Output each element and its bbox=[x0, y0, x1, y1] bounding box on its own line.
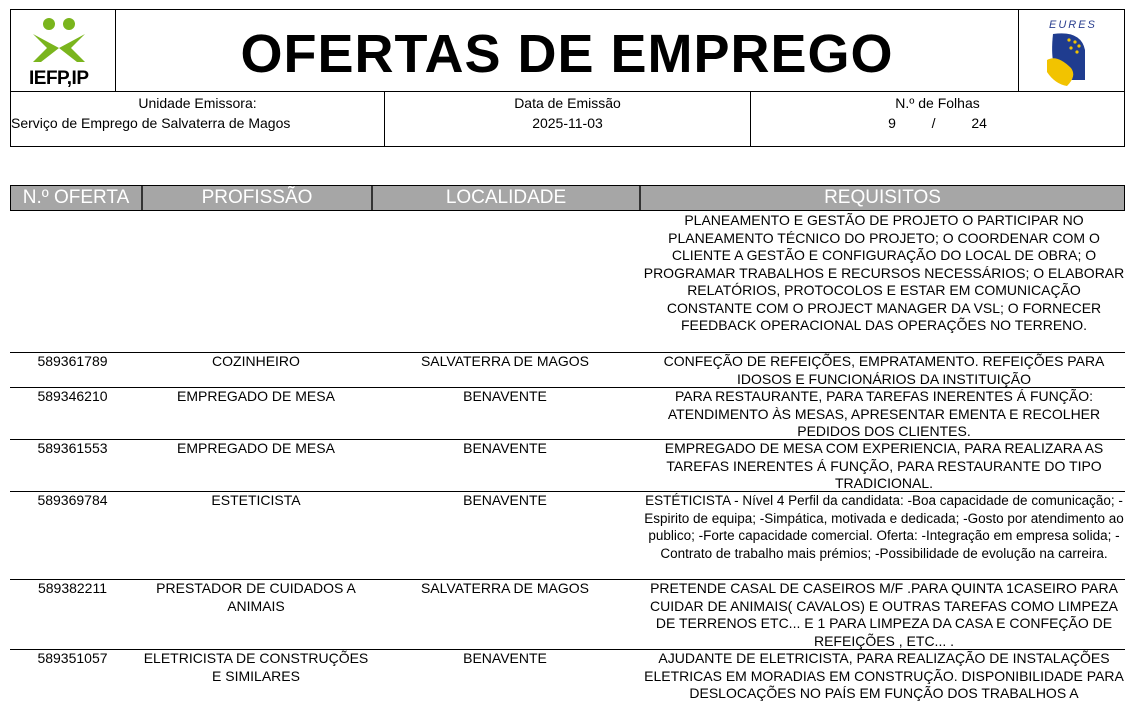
locality: BENAVENTE bbox=[463, 388, 547, 404]
iefp-logo-text: IEFP,IP bbox=[29, 68, 89, 89]
date-label: Data de Emissão bbox=[514, 95, 621, 111]
table-row bbox=[10, 352, 1125, 388]
eures-logo-text: EURES bbox=[1049, 19, 1097, 31]
locality: SALVATERRA DE MAGOS bbox=[420, 353, 590, 369]
requirements: PRETENDE CASAL DE CASEIROS M/F .PARA QUINTA 1CASEIRO PARA CUIDAR DE ANIMAIS( CAVALOS) E OUTRAS TAREFAS COMO LIMPEZA DE TERRENOS ETC... E 1 PARA LIMPEZA DA CASA E CONFEÇÃO DE REFEIÇÕES , ETC... . bbox=[649, 580, 1119, 649]
profession: ESTETICISTA bbox=[211, 492, 301, 508]
eures-logo-icon bbox=[1019, 10, 1124, 91]
header-requirements: REQUISITOS bbox=[824, 187, 941, 208]
issuer-cell bbox=[11, 92, 384, 146]
header-offer-number: N.º OFERTA bbox=[22, 187, 130, 208]
table-row bbox=[10, 211, 1125, 353]
locality: BENAVENTE bbox=[463, 492, 547, 508]
requirements: PARA RESTAURANTE, PARA TAREFAS INERENTES Á FUNÇÃO: ATENDIMENTO ÀS MESAS, APRESENTAR EMENTA E RECOLHER PEDIDOS DOS CLIENTES. bbox=[667, 388, 1101, 439]
requirements: PLANEAMENTO E GESTÃO DE PROJETO O PARTICIPAR NO PLANEAMENTO TÉCNICO DO PROJETO; O COORDENAR COM O CLIENTE A GESTÃO E CONFIGURAÇÃO DO LOCAL DE OBRA; O PROGRAMAR TRABALHOS E RECURSOS NECESSÁRIOS; O ELABORAR RELATÓRIOS, PROTOCOLOS E ESTAR EM COMUNICAÇÃO CONSTANTE COM O PROJECT MANAGER DA VSL; O FORNECER FEEDBACK OPERACIONAL DAS OPERAÇÕES NO TERRENO. bbox=[643, 212, 1125, 333]
header-profession: PROFISSÃO bbox=[201, 187, 313, 208]
title-cell bbox=[115, 9, 1019, 92]
offer-number: 589382211 bbox=[37, 580, 108, 596]
issuer-info-row bbox=[10, 91, 1125, 147]
requirements: AJUDANTE DE ELETRICISTA, PARA REALIZAÇÃO DE INSTALAÇÕES ELETRICAS EM MORADIAS EM CONSTRUÇÃO. DISPONIBILIDADE PARA DESLOCAÇÕES NO PAÍS EM FUNÇÃO DOS TRABALHOS A bbox=[644, 650, 1124, 701]
issuer-value: Serviço de Emprego de Salvaterra de Magos bbox=[11, 115, 291, 131]
requirements: EMPREGADO DE MESA COM EXPERIENCIA, PARA REALIZARA AS TAREFAS INERENTES Á FUNÇÃO, PARA RESTAURANTE DO TIPO TRADICIONAL. bbox=[664, 440, 1104, 491]
offer-number: 589346210 bbox=[37, 388, 108, 404]
locality: BENAVENTE bbox=[463, 650, 547, 666]
offer-number: 589351057 bbox=[37, 650, 108, 666]
locality: SALVATERRA DE MAGOS bbox=[420, 580, 590, 596]
profession: EMPREGADO DE MESA bbox=[177, 388, 335, 404]
table-row bbox=[10, 649, 1125, 705]
issuer-label: Unidade Emissora: bbox=[138, 95, 257, 111]
requirements: ESTÉTICISTA - Nível 4 Perfil da candidata: -Boa capacidade de comunicação; -Espirito de equipa; -Simpática, motivada e dedicada; -Gosto por atendimento ao publico; -Forte capacidade comercial. Oferta: -Integração em empresa solida; -Contrato de trabalho mais prémios; -Possibilidade de evolução na carreira. bbox=[644, 493, 1124, 561]
table-row bbox=[10, 387, 1125, 440]
profession: EMPREGADO DE MESA bbox=[177, 440, 335, 456]
header-locality: LOCALIDADE bbox=[445, 187, 567, 208]
profession: ELETRICISTA DE CONSTRUÇÕES E SIMILARES bbox=[143, 650, 369, 684]
table-row bbox=[10, 491, 1125, 580]
iefp-logo bbox=[10, 9, 116, 92]
sheets-total: 24 bbox=[971, 115, 987, 131]
page-title: OFERTAS DE EMPREGO bbox=[240, 24, 894, 84]
sheets-separator: / bbox=[931, 115, 936, 131]
table-header bbox=[10, 185, 1125, 211]
table-row bbox=[10, 579, 1125, 650]
locality: BENAVENTE bbox=[463, 440, 547, 456]
eures-logo bbox=[1018, 9, 1125, 92]
profession: PRESTADOR DE CUIDADOS A ANIMAIS bbox=[156, 580, 356, 614]
offer-number: 589361789 bbox=[37, 353, 108, 369]
offer-number: 589361553 bbox=[37, 440, 108, 456]
sheets-label: N.º de Folhas bbox=[895, 95, 980, 111]
date-cell bbox=[385, 92, 750, 146]
offer-number: 589369784 bbox=[37, 492, 108, 508]
sheets-value bbox=[751, 115, 1124, 131]
sheets-current: 9 bbox=[888, 115, 896, 131]
requirements: CONFEÇÃO DE REFEIÇÕES, EMPRATAMENTO. REFEIÇÕES PARA IDOSOS E FUNCIONÁRIOS DA INSTITUIÇÃO bbox=[663, 353, 1105, 387]
profession: COZINHEIRO bbox=[212, 353, 300, 369]
sheets-cell bbox=[751, 92, 1124, 146]
date-value: 2025-11-03 bbox=[532, 115, 603, 131]
table-row bbox=[10, 439, 1125, 492]
